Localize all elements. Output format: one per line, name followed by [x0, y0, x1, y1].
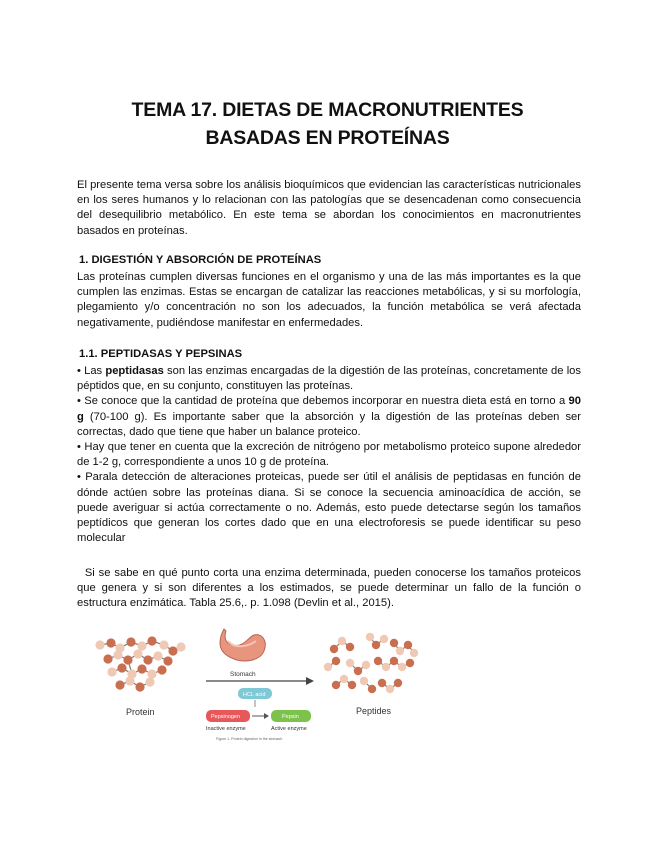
- bullet-peptidasas: • Las peptidasas son las enzimas encargadas de la digestión de las proteínas, concretamente de los péptidos que, en su conjunto, constituyen las proteínas.: [77, 365, 582, 393]
- inactive-enzyme-label: Inactive enzyme: [206, 726, 246, 732]
- hcl-label: HCL acid: [243, 692, 266, 698]
- pepsin-label: Pepsin: [282, 714, 299, 720]
- section-1-1-heading: 1.1. PEPTIDASAS Y PEPSINAS: [79, 348, 243, 360]
- protein-label: Protein: [126, 707, 155, 717]
- active-enzyme-label: Active enzyme: [271, 726, 307, 732]
- activation-arrow-head: [264, 713, 269, 719]
- intro-text: El presente tema versa sobre los análisis bioquímicos que evidencian las características nutricionales en los seres humanos y lo relacionan con las patologías que se desencadenan como consecuencia del desequilibrio metabólico. En este tema se abordan los conocimientos en macronutrientes basados en proteínas.: [77, 179, 581, 237]
- section-1-heading: 1. DIGESTIÓN Y ABSORCIÓN DE PROTEÍNAS: [79, 254, 322, 266]
- digestion-figure: [78, 627, 448, 742]
- peptide-beads: [324, 633, 418, 693]
- closing-text: Si se sabe en qué punto corta una enzima determinada, pueden conocerse los tamaños proteicos que genera y si son diferentes a los estimados, se puede determinar un fallo de la función o estructura enzimática. Tabla 25.6,. p. 1.098 (Devlin et al., 2015).: [77, 567, 581, 610]
- protein-chain-illustration: [95, 636, 185, 691]
- bullet-protein-intake: • Se conoce que la cantidad de proteína que debemos incorporar en nuestra dieta está en torno a 90 g (70-100 g). Es importante saber que la absorción y la digestión de las proteínas deben ser correctas, dado que tiene que haber un balance proteico.: [77, 395, 581, 438]
- page-title: [60, 96, 595, 152]
- figure-caption: Figure 1. Protein digestion in the stomach: [216, 737, 283, 741]
- peptides-illustration: [324, 633, 418, 693]
- digestion-diagram: [78, 627, 448, 742]
- stomach-icon: [220, 629, 265, 661]
- bullet-list: [77, 364, 581, 546]
- bullet-nitrogen: • Hay que tener en cuenta que la excreción de nitrógeno por metabolismo proteico supone alrededor de 1-2 g, correspondiente a unos 10 g de proteína.: [77, 441, 581, 469]
- section-1-text: Las proteínas cumplen diversas funciones en el organismo y una de las más importantes es la que cumplen las enzimas. Estas se encargan de catalizar las reacciones metabólicas, y si su morfología, plegamiento y/o concentración no son los adecuados, la función metabólica se verá afectada negativamente, pudiéndose manifestar en enfermedades.: [77, 271, 581, 329]
- arrow-head: [306, 677, 314, 685]
- title-line-2: BASADAS EN PROTEÍNAS: [205, 127, 450, 149]
- protein-beads: [95, 636, 185, 691]
- closing-paragraph: [77, 566, 581, 612]
- stomach-label: Stomach: [230, 671, 256, 678]
- peptides-label: Peptides: [356, 706, 392, 716]
- section-1-body: [77, 270, 581, 331]
- pepsinogen-label: Pepsinogen: [211, 714, 241, 720]
- intro-paragraph: [77, 178, 581, 239]
- title-line-1: TEMA 17. DIETAS DE MACRONUTRIENTES: [131, 99, 524, 121]
- bullet-detection: • Parala detección de alteraciones proteicas, puede ser útil el análisis de peptidasas en función de dónde actúen sobre las proteínas diana. Si se conoce la secuencia aminoacídica de acción, se puede averiguar si actúa correctamente o no. Además, esto puede detectarse según los tamaños peptídicos que generan los cortes dado que en una electroforesis se puede identificar su peso molecular: [77, 471, 581, 545]
